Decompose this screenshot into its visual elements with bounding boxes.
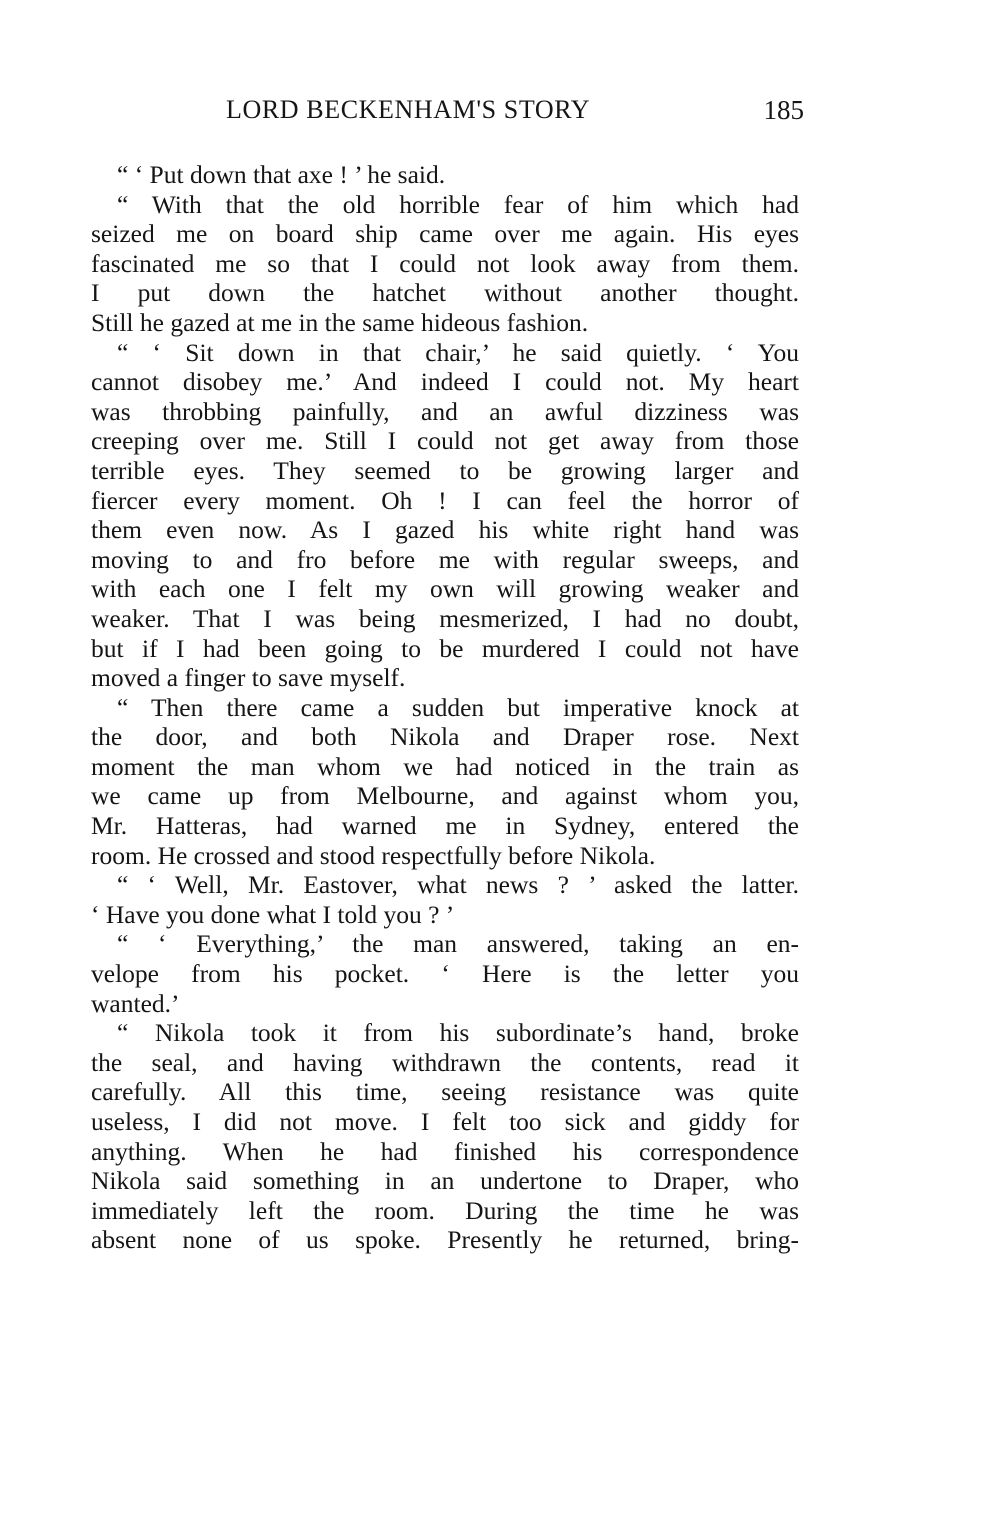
text-line: “ ‘ Put down that axe ! ’ he said. [117,160,446,189]
text-line: useless, I did not move. I felt too sick and giddy for [91,1107,799,1136]
text-line: with each one I felt my own will growing weaker and [91,574,799,604]
text-line: “ Nikola took it from his subordinate’s hand, broke [117,1018,799,1048]
text-line: moving to and fro before me with regular sweeps, and [91,544,799,574]
text-line: “ ‘ Everything,’ the man answered, taking an en- [117,929,799,959]
text-line: creeping over me. Still I could not get away from those [91,426,799,456]
running-head [226,92,804,132]
text-line: Nikola said something in an undertone to Draper, who [91,1166,799,1196]
text-line: terrible eyes. They seemed to be growing larger and [91,455,799,485]
text-line: wanted.’ [91,988,180,1018]
text-line: “ ‘ Well, Mr. Eastover, what news ? ’ asked the latter. [117,870,799,900]
body-text [91,160,799,1255]
text-line: cannot disobey me.’ And indeed I could not. My heart [91,367,799,397]
text-line: “ With that the old horrible fear of him which had [117,189,799,219]
text-line: seized me on board ship came over me again. His eyes [91,219,799,249]
text-line: “ ‘ Sit down in that chair,’ he said quietly. ‘ You [117,337,799,367]
text-line: velope from his pocket. ‘ Here is the letter you [91,959,799,989]
text-line: was throbbing painfully, and an awful dizziness was [91,396,799,426]
text-line: immediately left the room. During the time he was [91,1195,799,1225]
text-line: them even now. As I gazed his white right hand was [91,515,799,545]
text-line: Still he gazed at me in the same hideous fashion. [91,307,589,337]
text-line: carefully. All this time, seeing resistance was quite [91,1077,799,1107]
text-line: Mr. Hatteras, had warned me in Sydney, entered the [91,811,799,841]
text-line: but if I had been going to be murdered I could not have [91,633,799,663]
text-line: fascinated me so that I could not look away from them. [91,248,799,278]
text-line: ‘ Have you done what I told you ? ’ [91,899,455,929]
running-title: LORD BECKENHAM'S STORY [226,95,591,124]
text-line: anything. When he had finished his correspondence [91,1136,799,1166]
text-line: the door, and both Nikola and Draper rose. Next [91,722,799,752]
page-number: 185 [763,95,804,125]
text-line: moved a finger to save myself. [91,663,406,693]
text-line: I put down the hatchet without another thought. [91,278,799,308]
text-line: room. He crossed and stood respectfully before Nikola. [91,840,656,870]
text-line: fiercer every moment. Oh ! I can feel the horror of [91,485,799,515]
text-line: moment the man whom we had noticed in the train as [91,751,799,781]
text-line: the seal, and having withdrawn the contents, read it [91,1047,799,1077]
text-line: absent none of us spoke. Presently he returned, bring- [91,1225,799,1255]
text-line: we came up from Melbourne, and against whom you, [91,781,799,811]
text-line: “ Then there came a sudden but imperative knock at [117,692,799,722]
text-line: weaker. That I was being mesmerized, I had no doubt, [91,603,799,633]
